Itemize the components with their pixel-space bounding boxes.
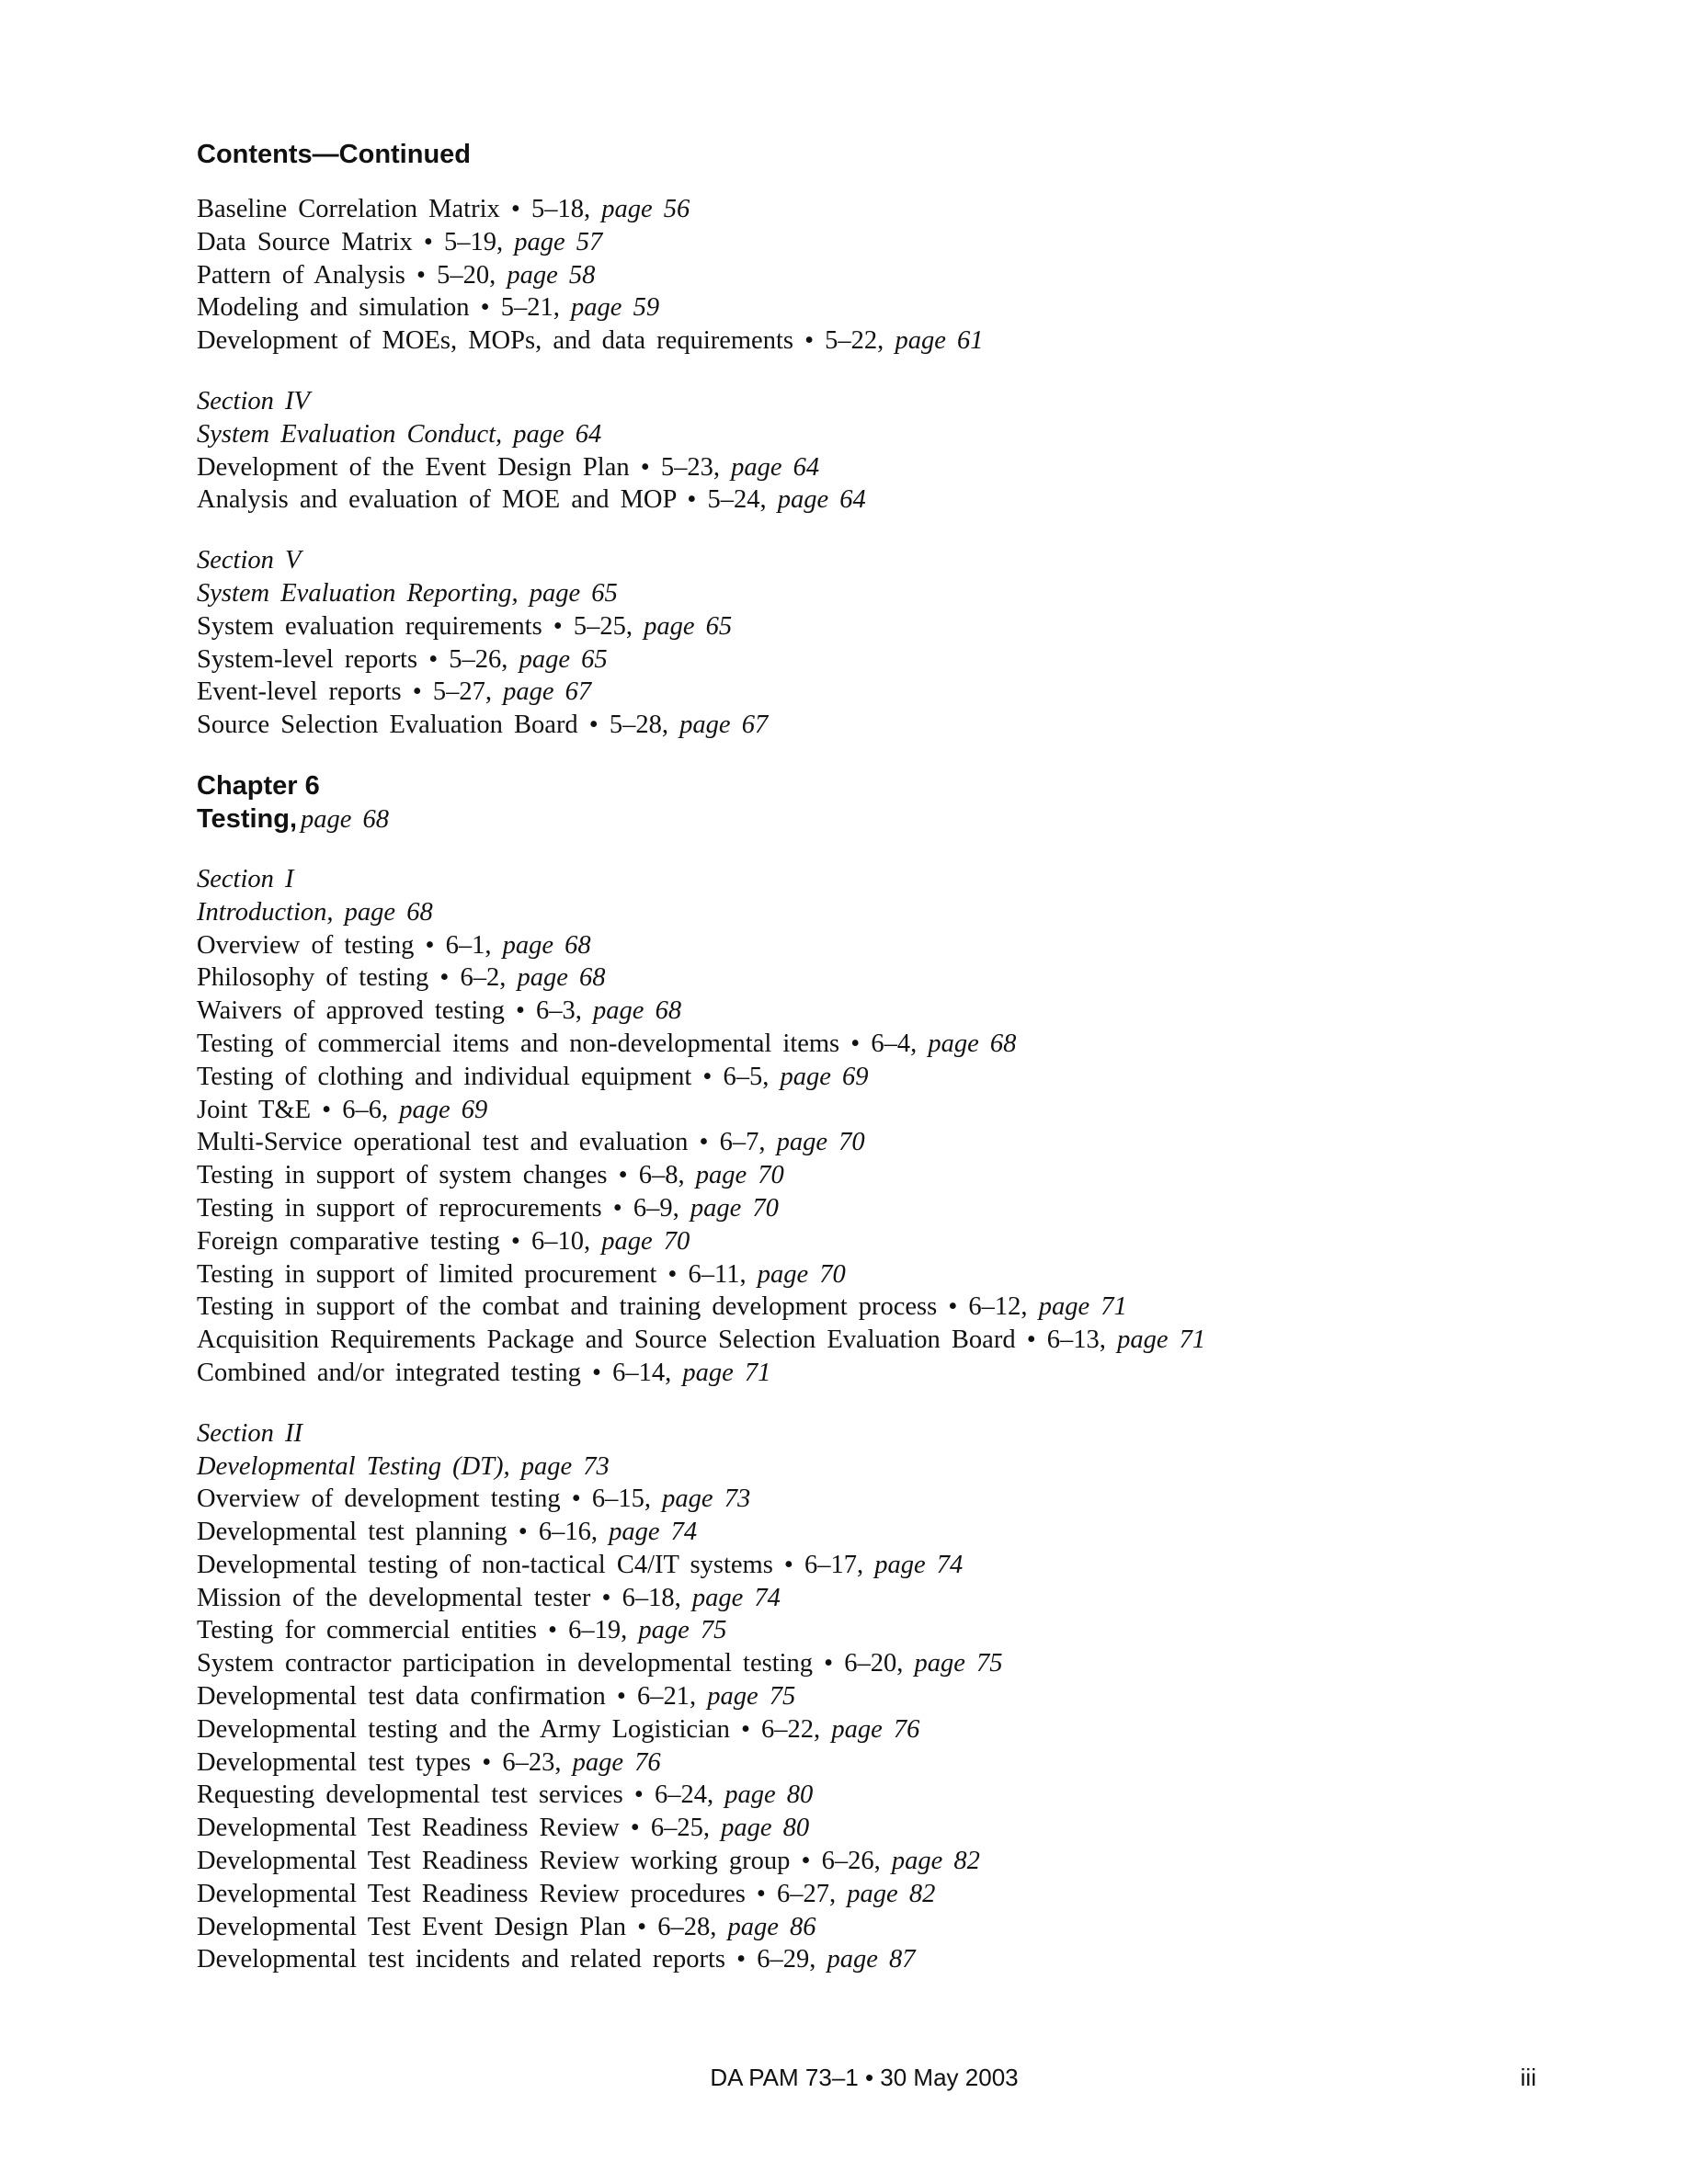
toc-entry[interactable] <box>197 226 1576 259</box>
toc-entry-page-ref[interactable]: page 75 <box>707 1682 796 1712</box>
toc-entry-page-ref[interactable]: page 58 <box>507 260 596 290</box>
section-title[interactable]: Introduction, page 68 <box>197 897 433 927</box>
toc-entry-text: Developmental test planning • 6–16, <box>197 1518 599 1547</box>
toc-entry-page-ref[interactable]: page 56 <box>601 195 690 223</box>
toc-entry-page-ref[interactable]: page 86 <box>727 1912 816 1941</box>
toc-entry-text: Development of MOEs, MOPs, and data requirements • 5–22, <box>197 326 884 356</box>
toc-entry-text: Testing in support of system changes • 6–8, <box>197 1161 685 1190</box>
toc-entry-page-ref[interactable]: page 57 <box>514 227 603 256</box>
toc-entry-page-ref[interactable]: page 68 <box>593 996 682 1026</box>
toc-entry[interactable] <box>197 1324 1576 1357</box>
toc-entry-page-ref[interactable]: page 67 <box>679 711 769 740</box>
toc-entry-text: Multi-Service operational test and evaluation • 6–7, <box>197 1128 766 1157</box>
toc-block <box>197 193 1576 358</box>
toc-entry-page-ref[interactable]: page 75 <box>638 1616 727 1645</box>
toc-entry[interactable] <box>197 1680 1576 1713</box>
toc-entry-text: Source Selection Evaluation Board • 5–28, <box>197 711 669 740</box>
toc-entry-text: Developmental Test Readiness Review • 6–25, <box>197 1814 711 1843</box>
toc-entry[interactable] <box>197 259 1576 292</box>
toc-entry[interactable] <box>197 1225 1576 1258</box>
toc-entry[interactable] <box>197 1779 1576 1812</box>
toc-entry-text: Testing in support of limited procurement • 6–11, <box>197 1259 747 1289</box>
toc-entry-page-ref[interactable]: page 70 <box>695 1161 784 1190</box>
toc-entry[interactable] <box>197 1516 1576 1549</box>
toc-block <box>197 544 1576 742</box>
toc-entry-text: System contractor participation in developmental testing • 6–20, <box>197 1649 904 1678</box>
toc-entry[interactable] <box>197 193 1576 226</box>
toc-entry-text: Developmental test data confirmation • 6–21, <box>197 1682 697 1712</box>
toc-entry-text: Testing in support of reprocurements • 6–9, <box>197 1193 679 1223</box>
toc-entry-text: Testing of clothing and individual equipment • 6–5, <box>197 1062 770 1091</box>
toc-entry-page-ref[interactable]: page 80 <box>721 1814 810 1843</box>
toc-entry-page-ref[interactable]: page 69 <box>780 1062 869 1091</box>
chapter-title: Testing, <box>197 803 298 834</box>
toc-entry[interactable] <box>197 1812 1576 1845</box>
toc-block <box>197 385 1576 517</box>
toc-entry-page-ref[interactable]: page 80 <box>724 1780 814 1810</box>
toc-entry-page-ref[interactable]: page 68 <box>502 930 591 960</box>
chapter-heading <box>197 769 1576 836</box>
toc-blocks-chapter <box>197 863 1576 1976</box>
toc-entry-text: Event-level reports • 5–27, <box>197 677 492 707</box>
section-title[interactable]: System Evaluation Reporting, page 65 <box>197 578 618 608</box>
toc-entry-page-ref[interactable]: page 70 <box>690 1193 779 1223</box>
toc-entry-text: Mission of the developmental tester • 6–18, <box>197 1583 681 1612</box>
toc-entry[interactable] <box>197 1258 1576 1291</box>
toc-entry[interactable] <box>197 451 1576 484</box>
toc-entry-page-ref[interactable]: page 71 <box>682 1358 771 1387</box>
toc-entry-text: Developmental testing of non-tactical C4/IT systems • 6–17, <box>197 1550 864 1579</box>
toc-entry[interactable] <box>197 324 1576 358</box>
toc-entry-page-ref[interactable]: page 70 <box>757 1259 846 1289</box>
chapter-page-ref[interactable]: page 68 <box>301 804 390 834</box>
section-title[interactable]: System Evaluation Conduct, page 64 <box>197 419 602 449</box>
toc-entry-text: Data Source Matrix • 5–19, <box>197 227 504 256</box>
toc-entry-page-ref[interactable]: page 74 <box>691 1583 781 1612</box>
chapter-number: Chapter 6 <box>197 770 320 801</box>
toc-entry[interactable] <box>197 1357 1576 1390</box>
toc-entry-text: System-level reports • 5–26, <box>197 644 508 674</box>
toc-entry-page-ref[interactable]: page 75 <box>914 1649 1003 1678</box>
toc-block <box>197 1417 1576 1977</box>
toc-entry[interactable] <box>197 1911 1576 1944</box>
toc-entry-text: Testing in support of the combat and training development process • 6–12, <box>197 1292 1028 1322</box>
toc-entry-page-ref[interactable]: page 68 <box>928 1029 1017 1058</box>
toc-entry[interactable] <box>197 1582 1576 1615</box>
toc-entry-page-ref[interactable]: page 76 <box>572 1747 661 1777</box>
toc-entry[interactable] <box>197 610 1576 643</box>
toc-entry-page-ref[interactable]: page 70 <box>776 1128 865 1157</box>
toc-entry[interactable] <box>197 1061 1576 1094</box>
toc-entry-page-ref[interactable]: page 67 <box>503 677 592 707</box>
toc-entry-text: Waivers of approved testing • 6–3, <box>197 996 582 1026</box>
toc-entry-page-ref[interactable]: page 71 <box>1038 1292 1127 1322</box>
toc-entry-text: Joint T&E • 6–6, <box>197 1095 389 1124</box>
toc-entry-text: Developmental Test Readiness Review procedures • 6–27, <box>197 1879 837 1908</box>
toc-entry-text: Developmental testing and the Army Logistician • 6–22, <box>197 1714 821 1744</box>
toc-entry[interactable] <box>197 1713 1576 1746</box>
toc-entry[interactable] <box>197 1159 1576 1192</box>
toc-entry[interactable] <box>197 1192 1576 1225</box>
toc-entry-text: Combined and/or integrated testing • 6–14, <box>197 1358 672 1387</box>
toc-entry-text: Developmental test types • 6–23, <box>197 1747 562 1777</box>
toc-entry-text: Philosophy of testing • 6–2, <box>197 963 507 993</box>
toc-entry-page-ref[interactable]: page 73 <box>662 1484 751 1514</box>
toc-entry-text: Analysis and evaluation of MOE and MOP • 5–24, <box>197 485 767 515</box>
toc-entry[interactable] <box>197 1614 1576 1647</box>
toc-entry-text: Testing for commercial entities • 6–19, <box>197 1616 628 1645</box>
toc-entry[interactable] <box>197 709 1576 742</box>
toc-entry-text: Foreign comparative testing • 6–10, <box>197 1226 591 1256</box>
toc-entry[interactable] <box>197 1028 1576 1061</box>
toc-entry[interactable] <box>197 291 1576 324</box>
toc-entry-page-ref[interactable]: page 64 <box>731 452 820 482</box>
toc-entry[interactable] <box>197 676 1576 709</box>
contents-heading: Contents—Continued <box>197 140 472 169</box>
footer-page-number: iii <box>1520 2064 1536 2091</box>
toc-entry-text: Requesting developmental test services • 6–24, <box>197 1780 714 1810</box>
section-label: Section I <box>197 864 294 893</box>
toc-entry-page-ref[interactable]: page 70 <box>601 1226 690 1256</box>
section-title[interactable]: Developmental Testing (DT), page 73 <box>197 1451 610 1481</box>
toc-entry-text: Pattern of Analysis • 5–20, <box>197 260 496 290</box>
toc-entry[interactable] <box>197 1845 1576 1878</box>
toc-entry[interactable] <box>197 483 1576 517</box>
toc-entry-page-ref[interactable]: page 76 <box>831 1714 920 1744</box>
toc-entry-text: Developmental Test Event Design Plan • 6–28, <box>197 1912 717 1941</box>
toc-entry[interactable] <box>197 995 1576 1028</box>
toc-entry-page-ref[interactable]: page 65 <box>644 611 733 641</box>
toc-page <box>197 138 1576 2004</box>
toc-entry-text: Acquisition Requirements Package and Source Selection Evaluation Board • 6–13, <box>197 1325 1106 1355</box>
toc-entry[interactable] <box>197 1943 1576 1976</box>
toc-entry-text: System evaluation requirements • 5–25, <box>197 611 633 641</box>
toc-entry-page-ref[interactable]: page 61 <box>895 326 984 356</box>
toc-entry-text: Baseline Correlation Matrix • 5–18, <box>197 195 591 223</box>
toc-blocks-top <box>197 193 1576 742</box>
toc-entry-page-ref[interactable]: page 64 <box>777 485 866 515</box>
section-label: Section II <box>197 1418 302 1448</box>
toc-entry-page-ref[interactable]: page 82 <box>891 1847 980 1876</box>
toc-entry-page-ref[interactable]: page 87 <box>827 1945 916 1974</box>
toc-entry-page-ref[interactable]: page 82 <box>847 1879 936 1908</box>
toc-entry[interactable] <box>197 643 1576 677</box>
toc-entry-text: Development of the Event Design Plan • 5–23, <box>197 452 720 482</box>
toc-entry-page-ref[interactable]: page 74 <box>874 1550 964 1579</box>
toc-entry[interactable] <box>197 1291 1576 1324</box>
toc-entry[interactable] <box>197 1878 1576 1911</box>
toc-entry[interactable] <box>197 1746 1576 1780</box>
toc-entry-page-ref[interactable]: page 65 <box>519 644 608 674</box>
toc-entry[interactable] <box>197 1647 1576 1680</box>
toc-entry-text: Overview of testing • 6–1, <box>197 930 492 960</box>
page-footer <box>0 2062 1688 2093</box>
footer-publication: DA PAM 73–1 • 30 May 2003 <box>710 2064 1019 2091</box>
toc-entry-page-ref[interactable]: page 74 <box>609 1518 698 1547</box>
section-label: Section IV <box>197 386 310 415</box>
toc-entry[interactable] <box>197 1094 1576 1127</box>
toc-entry-text: Testing of commercial items and non-developmental items • 6–4, <box>197 1029 918 1058</box>
toc-entry-page-ref[interactable]: page 69 <box>399 1095 488 1124</box>
toc-entry[interactable] <box>197 1126 1576 1159</box>
toc-entry[interactable] <box>197 1483 1576 1516</box>
toc-entry-page-ref[interactable]: page 68 <box>517 963 606 993</box>
toc-entry[interactable] <box>197 961 1576 995</box>
toc-entry-text: Modeling and simulation • 5–21, <box>197 293 560 323</box>
toc-entry-page-ref[interactable]: page 71 <box>1117 1325 1206 1355</box>
toc-entry-text: Overview of development testing • 6–15, <box>197 1484 652 1514</box>
toc-entry-text: Developmental test incidents and related reports • 6–29, <box>197 1945 816 1974</box>
section-label: Section V <box>197 546 302 575</box>
toc-entry[interactable] <box>197 929 1576 962</box>
toc-entry-page-ref[interactable]: page 59 <box>571 293 660 323</box>
toc-block <box>197 863 1576 1390</box>
toc-entry-text: Developmental Test Readiness Review working group • 6–26, <box>197 1847 881 1876</box>
toc-entry[interactable] <box>197 1549 1576 1582</box>
